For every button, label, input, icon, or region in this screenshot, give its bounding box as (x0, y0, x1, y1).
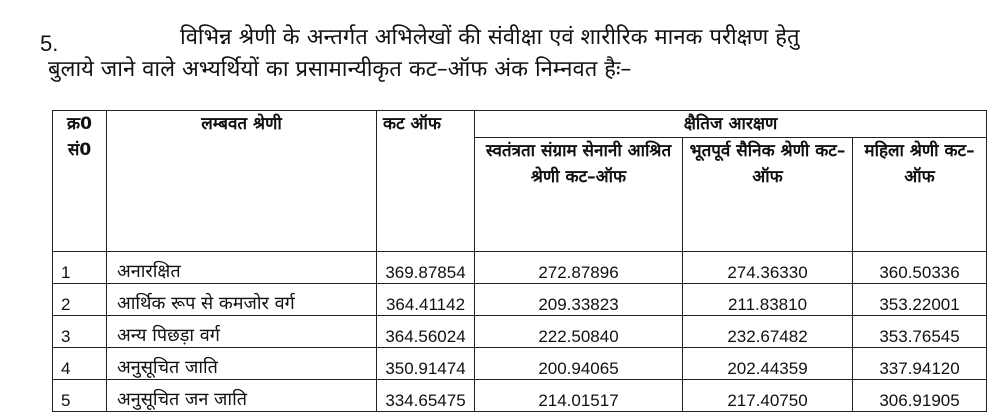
cell-women: 337.94120 (853, 348, 987, 380)
cell-freedom-fighter: 209.33823 (475, 284, 683, 316)
header-serial-number: क्र0 सं0 (53, 111, 107, 252)
cell-sno: 2 (53, 284, 107, 316)
cell-freedom-fighter: 200.94065 (475, 348, 683, 380)
header-women-cutoff: महिला श्रेणी कट–ऑफ (853, 138, 987, 252)
cell-ex-serviceman: 202.44359 (683, 348, 853, 380)
table-row (53, 380, 987, 412)
cell-women: 353.76545 (853, 316, 987, 348)
cell-sno: 1 (53, 252, 107, 284)
cell-cutoff: 364.56024 (377, 316, 475, 348)
header-freedom-fighter-cutoff: स्वतंत्रता संग्राम सेनानी आश्रित श्रेणी कट–ऑफ (475, 138, 683, 252)
header-ex-serviceman-cutoff: भूतपूर्व सैनिक श्रेणी कट–ऑफ (683, 138, 853, 252)
header-vertical-category: लम्बवत श्रेणी (107, 111, 377, 252)
header-horizontal-reservation: क्षैतिज आरक्षण (475, 111, 987, 138)
cell-freedom-fighter: 222.50840 (475, 316, 683, 348)
cell-sno: 5 (53, 380, 107, 412)
cell-category: अनुसूचित जन जाति (107, 380, 377, 412)
section-number: 5. (40, 31, 59, 56)
cutoff-table (52, 110, 987, 412)
cell-category: आर्थिक रूप से कमजोर वर्ग (107, 284, 377, 316)
cell-cutoff: 350.91474 (377, 348, 475, 380)
cell-category: अन्य पिछड़ा वर्ग (107, 316, 377, 348)
cell-women: 360.50336 (853, 252, 987, 284)
cell-ex-serviceman: 211.83810 (683, 284, 853, 316)
cell-ex-serviceman: 232.67482 (683, 316, 853, 348)
cell-sno: 4 (53, 348, 107, 380)
header-cutoff: कट ऑफ (377, 111, 475, 252)
cell-freedom-fighter: 214.01517 (475, 380, 683, 412)
cell-ex-serviceman: 217.40750 (683, 380, 853, 412)
cell-women: 306.91905 (853, 380, 987, 412)
cell-cutoff: 364.41142 (377, 284, 475, 316)
cell-cutoff: 369.87854 (377, 252, 475, 284)
cell-freedom-fighter: 272.87896 (475, 252, 683, 284)
table-row (53, 252, 987, 284)
cell-sno: 3 (53, 316, 107, 348)
table-row (53, 284, 987, 316)
cell-ex-serviceman: 274.36330 (683, 252, 853, 284)
cell-category: अनारक्षित (107, 252, 377, 284)
table-row (53, 316, 987, 348)
cell-women: 353.22001 (853, 284, 987, 316)
intro-line-1: विभिन्न श्रेणी के अन्तर्गत अभिलेखों की संवीक्षा एवं शारीरिक मानक परीक्षण हेतु (180, 25, 800, 50)
cell-category: अनुसूचित जाति (107, 348, 377, 380)
cell-cutoff: 334.65475 (377, 380, 475, 412)
table-row (53, 348, 987, 380)
intro-line-2: बुलाये जाने वाले अभ्यर्थियों का प्रसामान्यीकृत कट–ऑफ अंक निम्नवत हैः– (48, 57, 632, 82)
